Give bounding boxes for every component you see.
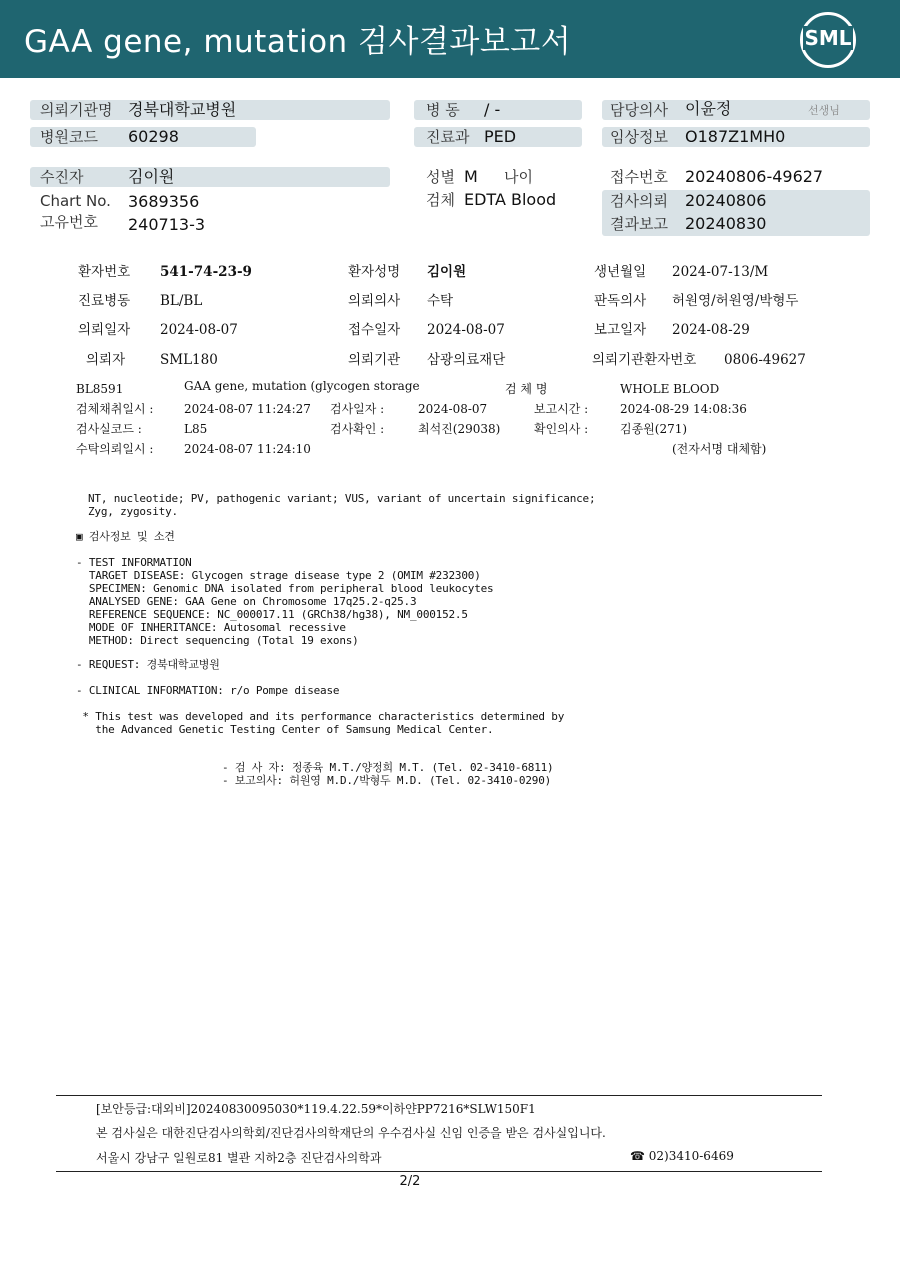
recv-label: 접수번호 [610, 168, 668, 186]
r4-v3: 0806-49627 [724, 352, 806, 368]
clinical-line: - CLINICAL INFORMATION: r/o Pompe disease [76, 684, 340, 697]
recv-value: 20240806-49627 [685, 167, 824, 186]
test-name: GAA gene, mutation (glycogen storage [184, 379, 420, 393]
dept-value: PED [484, 127, 517, 146]
age-label: 나이 [504, 168, 533, 186]
code-value: 60298 [128, 127, 179, 146]
specimen-name-value: WHOLE BLOOD [620, 382, 720, 396]
report-value: 20240830 [685, 214, 767, 233]
collect-value: 2024-08-07 11:24:27 [184, 402, 311, 416]
doctor-value: 이윤정 [685, 99, 732, 118]
esign-note: (전자서명 대체함) [672, 442, 767, 456]
ti-line: METHOD: Direct sequencing (Total 19 exons) [76, 634, 359, 647]
r2-v2: 수탁 [427, 293, 454, 309]
req-time-label: 수탁의뢰일시 : [76, 442, 154, 456]
r2-l2: 의뢰의사 [348, 293, 401, 309]
specimen-name-label: 검 체 명 [505, 382, 548, 396]
test-date-value: 2024-08-07 [418, 402, 488, 416]
chart-value: 3689356 [128, 192, 200, 211]
req-label: 검사의뢰 [610, 192, 668, 210]
dept-label: 진료과 [426, 128, 470, 146]
address-line: 서울시 강남구 일원로81 별관 지하2층 진단검사의학과 [96, 1151, 382, 1165]
inst-value: 경북대학교병원 [128, 100, 237, 119]
r1-v2: 김이원 [427, 264, 467, 280]
inst-label: 의뢰기관명 [40, 101, 113, 119]
abbr-line-1: NT, nucleotide; PV, pathogenic variant; VUS, variant of uncertain significance; [88, 492, 596, 505]
report-header [0, 0, 900, 78]
patient-box [30, 167, 390, 187]
sml-logo: SML [800, 12, 856, 68]
doctor-label: 담당의사 [610, 101, 668, 119]
r4-v1: SML180 [160, 352, 218, 368]
req-value: 20240806 [685, 191, 767, 210]
ti-line: REFERENCE SEQUENCE: NC_000017.11 (GRCh38/hg38), NM_000152.5 [76, 608, 468, 621]
r2-l1: 진료병동 [78, 293, 131, 309]
uid-label: 고유번호 [40, 213, 98, 231]
cert-line: 본 검사실은 대한진단검사의학회/진단검사의학재단의 우수검사실 신임 인증을 받은 검사실입니다. [96, 1126, 606, 1140]
r3-l2: 접수일자 [348, 322, 401, 338]
confirm-label: 검사확인 : [330, 422, 385, 436]
test-code: BL8591 [76, 382, 124, 396]
ward-label: 병 동 [426, 101, 460, 119]
signer-line-2: - 보고의사: 허원영 M.D./박형두 M.D. (Tel. 02-3410-0290) [222, 774, 552, 787]
page-number: 2/2 [399, 1174, 421, 1189]
ward-value: / - [484, 100, 501, 119]
r1-l2: 환자성명 [348, 264, 401, 280]
r3-l1: 의뢰일자 [78, 322, 131, 338]
r2-v1: BL/BL [160, 293, 203, 309]
r4-l1: 의뢰자 [86, 352, 126, 368]
confirm-value: 최석진(29038) [418, 422, 501, 436]
signer-line-1: - 검 사 자: 정종육 M.T./양정희 M.T. (Tel. 02-3410-6811) [222, 761, 554, 774]
report-time-label: 보고시간 : [534, 402, 589, 416]
confirm-doc-value: 김종원(271) [620, 422, 688, 436]
r1-l3: 생년월일 [594, 264, 647, 280]
patient-value: 김이원 [128, 167, 175, 186]
r3-v3: 2024-08-29 [672, 322, 750, 338]
room-label: 검사실코드 : [76, 422, 142, 436]
patient-label: 수진자 [40, 168, 84, 186]
ti-line: ANALYSED GENE: GAA Gene on Chromosome 17q25.2-q25.3 [76, 595, 417, 608]
abbr-line-2: Zyg, zygosity. [88, 505, 178, 518]
r3-l3: 보고일자 [594, 322, 647, 338]
ti-line: SPECIMEN: Genomic DNA isolated from peripheral blood leukocytes [76, 582, 494, 595]
section-title: ▣ 검사정보 및 소견 [76, 530, 175, 543]
phone-line: ☎ 02)3410-6469 [630, 1149, 734, 1163]
chart-label: Chart No. [40, 192, 111, 210]
specimen-value: EDTA Blood [464, 190, 557, 209]
report-title: GAA gene, mutation 검사결과보고서 [24, 24, 572, 60]
req-time-value: 2024-08-07 11:24:10 [184, 442, 311, 456]
security-line: [보안등급:대외비]20240830095030*119.4.22.59*이하얀PP7216*SLW150F1 [96, 1102, 536, 1116]
r4-l2: 의뢰기관 [348, 352, 401, 368]
report-label: 결과보고 [610, 215, 668, 233]
ti-line: MODE OF INHERITANCE: Autosomal recessive [76, 621, 346, 634]
r1-l1: 환자번호 [78, 264, 131, 280]
r1-v3: 2024-07-13/M [672, 264, 769, 280]
sex-label: 성별 [426, 168, 455, 186]
confirm-doc-label: 확인의사 : [534, 422, 589, 436]
clinical-value: O187Z1MH0 [685, 127, 786, 146]
report-time-value: 2024-08-29 14:08:36 [620, 402, 747, 416]
ti-line: TARGET DISEASE: Glycogen strage disease type 2 (OMIM #232300) [76, 569, 481, 582]
r3-v1: 2024-08-07 [160, 322, 238, 338]
specimen-label: 검체 [426, 191, 455, 209]
test-date-label: 검사일자 : [330, 402, 385, 416]
footer-rule-top [56, 1095, 822, 1096]
r2-v3: 허원영/허원영/박형두 [672, 293, 799, 309]
uid-value: 240713-3 [128, 215, 206, 234]
note-line-2: the Advanced Genetic Testing Center of Samsung Medical Center. [76, 723, 494, 736]
r3-v2: 2024-08-07 [427, 322, 505, 338]
code-label: 병원코드 [40, 128, 98, 146]
note-line-1: * This test was developed and its performance characteristics determined by [76, 710, 565, 723]
clinical-label: 임상정보 [610, 128, 668, 146]
room-value: L85 [184, 422, 208, 436]
r2-l3: 판독의사 [594, 293, 647, 309]
sex-value: M [464, 167, 478, 186]
doctor-suffix: 선생님 [808, 104, 840, 117]
ti-line: - TEST INFORMATION [76, 556, 192, 569]
r1-v1: 541-74-23-9 [160, 264, 252, 280]
collect-label: 검체채취일시 : [76, 402, 154, 416]
footer-rule-bottom [56, 1171, 822, 1172]
r4-v2: 삼광의료재단 [427, 352, 506, 368]
request-line: - REQUEST: 경북대학교병원 [76, 658, 220, 671]
r4-l3: 의뢰기관환자번호 [592, 352, 697, 368]
